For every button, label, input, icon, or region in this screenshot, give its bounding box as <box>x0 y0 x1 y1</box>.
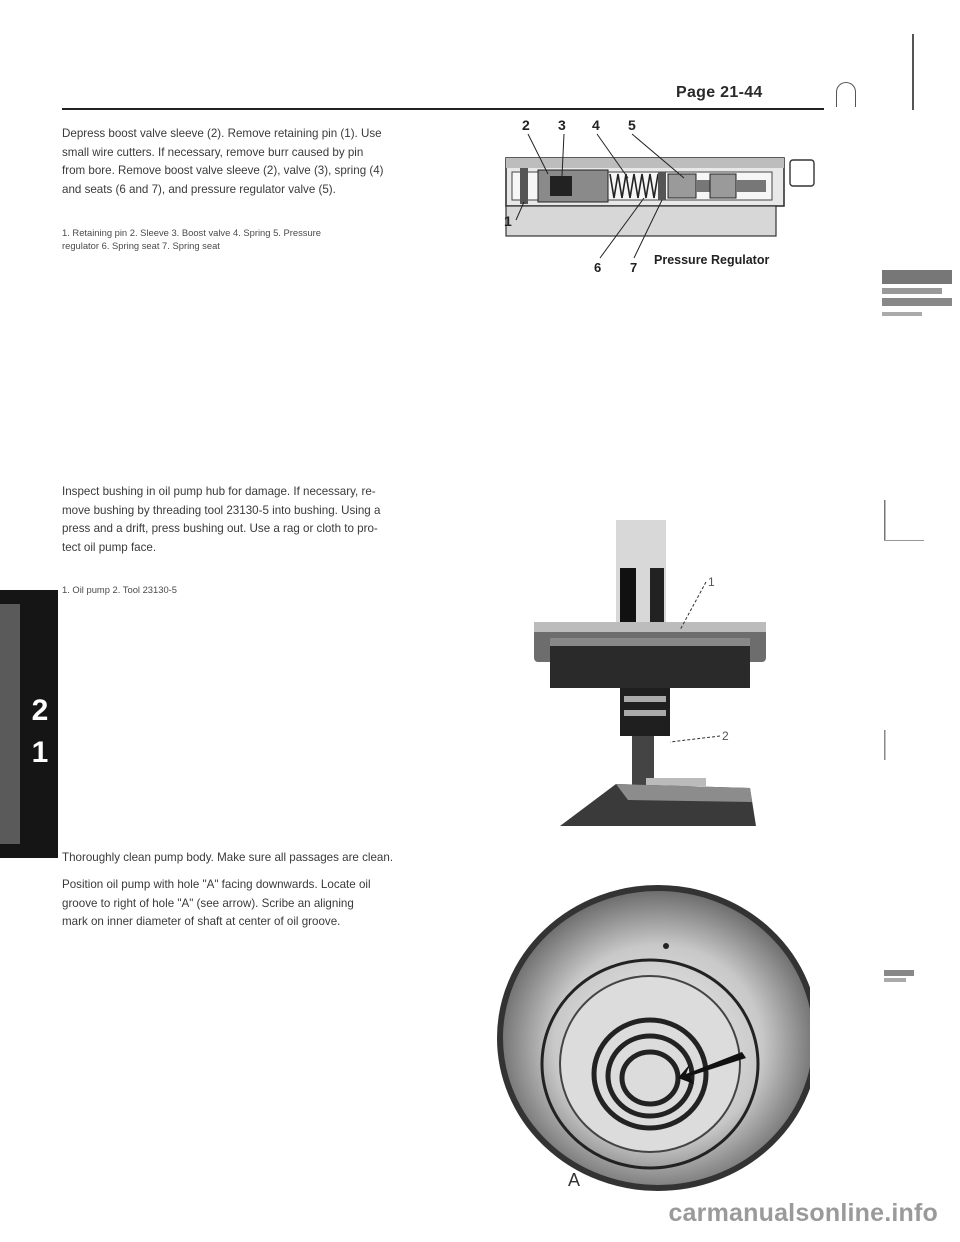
caption-line: 1. Retaining pin 2. Sleeve 3. Boost valve 4. Spring 5. Pressure <box>62 227 322 238</box>
boost-valve-sleeve <box>538 170 608 202</box>
text-line: small wire cutters. If necessary, remove burr caused by pin <box>62 145 364 159</box>
caption-pressure-regulator-parts <box>62 226 422 252</box>
text-line: and seats (6 and 7), and pressure regulator valve (5). <box>62 182 336 196</box>
end-plug <box>790 160 814 186</box>
caption-line: regulator 6. Spring seat 7. Spring seat <box>62 240 220 251</box>
figure-oil-pump-tool <box>520 510 780 832</box>
text-line: Inspect bushing in oil pump hub for damage. If necessary, re- <box>62 485 376 498</box>
callout-1: 1 <box>504 213 512 229</box>
chapter-digit: 1 <box>31 736 49 769</box>
callout-6: 6 <box>594 260 602 275</box>
callout-4: 4 <box>592 117 600 133</box>
callout-2: 2 <box>722 729 729 743</box>
callout-5: 5 <box>628 117 636 133</box>
drift <box>646 778 706 786</box>
text-line: from bore. Remove boost valve sleeve (2), valve (3), spring (4) <box>62 164 384 177</box>
caption-oil-pump-tool <box>62 583 422 596</box>
retaining-pin <box>520 168 528 204</box>
callout-2: 2 <box>522 117 530 133</box>
regulator-valve-stem <box>696 180 710 192</box>
chapter-digit: 2 <box>31 694 49 727</box>
paragraph-position-oil-pump <box>62 876 457 932</box>
watermark: carmanualsonline.info <box>668 1199 938 1227</box>
paragraph-inspect-bushing <box>62 483 457 557</box>
regulator-valve-land <box>710 174 736 198</box>
text-line: Depress boost valve sleeve (2). Remove retaining pin (1). Use <box>62 127 382 140</box>
callout-7: 7 <box>630 260 638 275</box>
chapter-tab-strip <box>0 604 20 844</box>
text-line: tect oil pump face. <box>62 540 157 554</box>
callout-1: 1 <box>708 575 715 589</box>
figure-title: Pressure Regulator <box>654 253 770 267</box>
regulator-valve-stem <box>736 180 766 192</box>
figure-pressure-regulator <box>498 112 828 280</box>
regulator-valve-land <box>668 174 696 198</box>
page-number: Page 21-44 <box>676 84 763 101</box>
boost-valve <box>550 176 572 196</box>
hub-ring <box>624 696 666 702</box>
hub-ring <box>624 710 666 716</box>
figure-oil-pump-groove <box>490 852 810 1192</box>
spring-seat <box>658 172 666 200</box>
paragraph-clean-pump-body <box>62 849 457 868</box>
text-line: Position oil pump with hole "A" facing downwards. Locate oil <box>62 878 371 891</box>
text-line: Thoroughly clean pump body. Make sure all passages are clean. <box>62 851 394 864</box>
caption-line: 1. Oil pump 2. Tool 23130-5 <box>62 584 178 595</box>
text-line: groove to right of hole "A" (see arrow). Scribe an aligning <box>62 896 354 910</box>
callout-3: 3 <box>558 117 566 133</box>
binder-ring-mark <box>836 82 856 107</box>
housing-top-band <box>506 158 784 168</box>
text-line: move bushing by threading tool 23130-5 into bushing. Using a <box>62 503 381 517</box>
housing-lower-body <box>506 206 776 236</box>
paragraph-boost-valve-removal <box>62 125 457 199</box>
header-rule <box>62 108 824 110</box>
chapter-number <box>28 690 52 774</box>
reference-dot <box>663 943 669 949</box>
margin-artifact-group <box>882 34 952 982</box>
hole-a-label: A <box>568 1170 581 1190</box>
text-line: press and a drift, press bushing out. Use a rag or cloth to pro- <box>62 522 378 535</box>
oil-pump-flange-top <box>534 622 766 632</box>
press-base-top <box>616 784 752 802</box>
margin-scan-artifacts <box>866 30 960 1150</box>
chapter-tab <box>0 590 58 858</box>
text-line: mark on inner diameter of shaft at center of oil groove. <box>62 915 341 928</box>
oil-pump-body-edge <box>550 638 750 646</box>
